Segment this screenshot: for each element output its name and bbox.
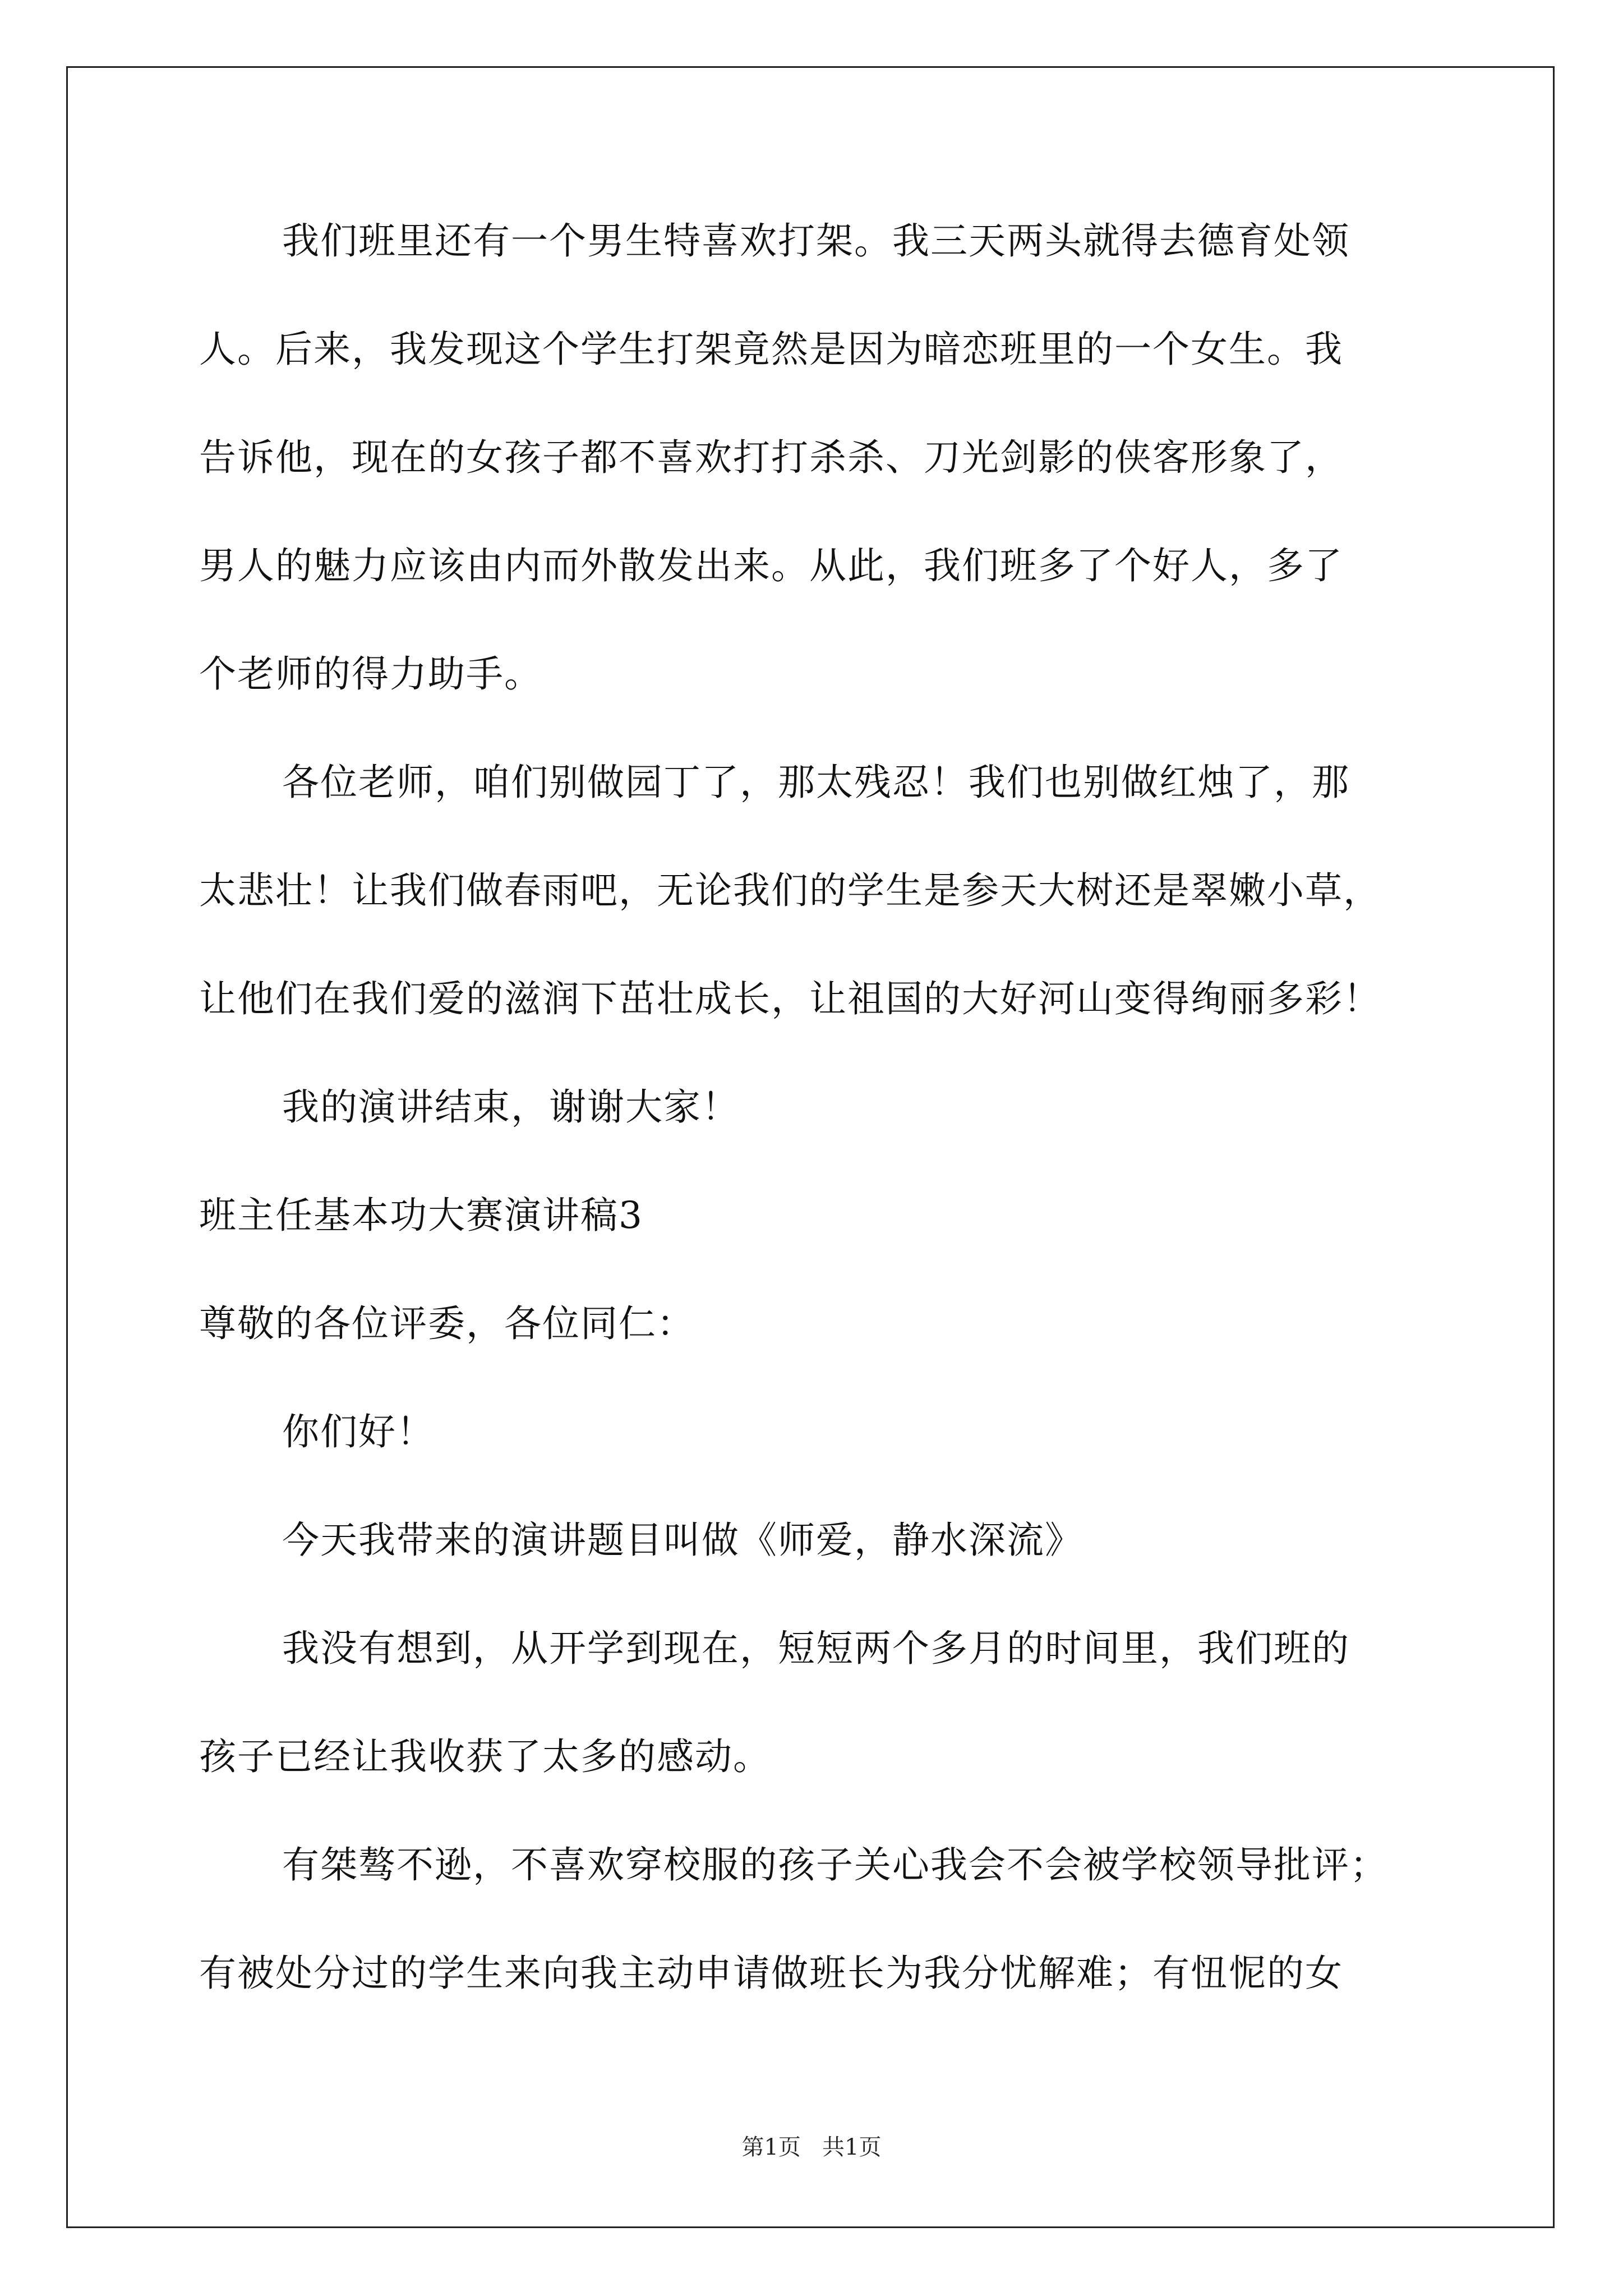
page-border [66, 66, 1555, 2228]
paragraph-line: 今天我带来的演讲题目叫做《师爱，静水深流》 [282, 1519, 1083, 1562]
paragraph-line: 让他们在我们爱的滋润下茁壮成长，让祖国的大好河山变得绚丽多彩！ [199, 977, 1381, 1020]
paragraph-line: 孩子已经让我收获了太多的感动。 [199, 1735, 771, 1778]
page-footer: 第1页 共1页 [741, 2134, 882, 2160]
paragraph-line: 我们班里还有一个男生特喜欢打架。我三天两头就得去德育处领 [282, 219, 1350, 263]
paragraph-line: 你们好！ [282, 1410, 435, 1453]
paragraph-line: 有桀骜不逊，不喜欢穿校服的孩子关心我会不会被学校领导批评； [282, 1843, 1388, 1887]
section-heading: 班主任基本功大赛演讲稿3 [199, 1194, 643, 1237]
paragraph-line: 人。后来，我发现这个学生打架竟然是因为暗恋班里的一个女生。我 [199, 328, 1343, 371]
paragraph-line: 太悲壮！让我们做春雨吧，无论我们的学生是参天大树还是翠嫩小草， [199, 869, 1381, 912]
paragraph-line: 男人的魅力应该由内而外散发出来。从此，我们班多了个好人，多了 [199, 544, 1343, 587]
paragraph-line: 个老师的得力助手。 [199, 652, 542, 696]
paragraph-line: 有被处分过的学生来向我主动申请做班长为我分忧解难；有忸怩的女 [199, 1952, 1343, 1995]
paragraph-line: 我没有想到，从开学到现在，短短两个多月的时间里，我们班的 [282, 1627, 1350, 1670]
paragraph-line: 我的演讲结束，谢谢大家！ [282, 1085, 740, 1129]
paragraph-line: 告诉他，现在的女孩子都不喜欢打打杀杀、刀光剑影的侠客形象了， [199, 436, 1343, 479]
salutation-line: 尊敬的各位评委，各位同仁： [199, 1302, 695, 1345]
paragraph-line: 各位老师，咱们别做园丁了，那太残忍！我们也别做红烛了，那 [282, 761, 1350, 804]
